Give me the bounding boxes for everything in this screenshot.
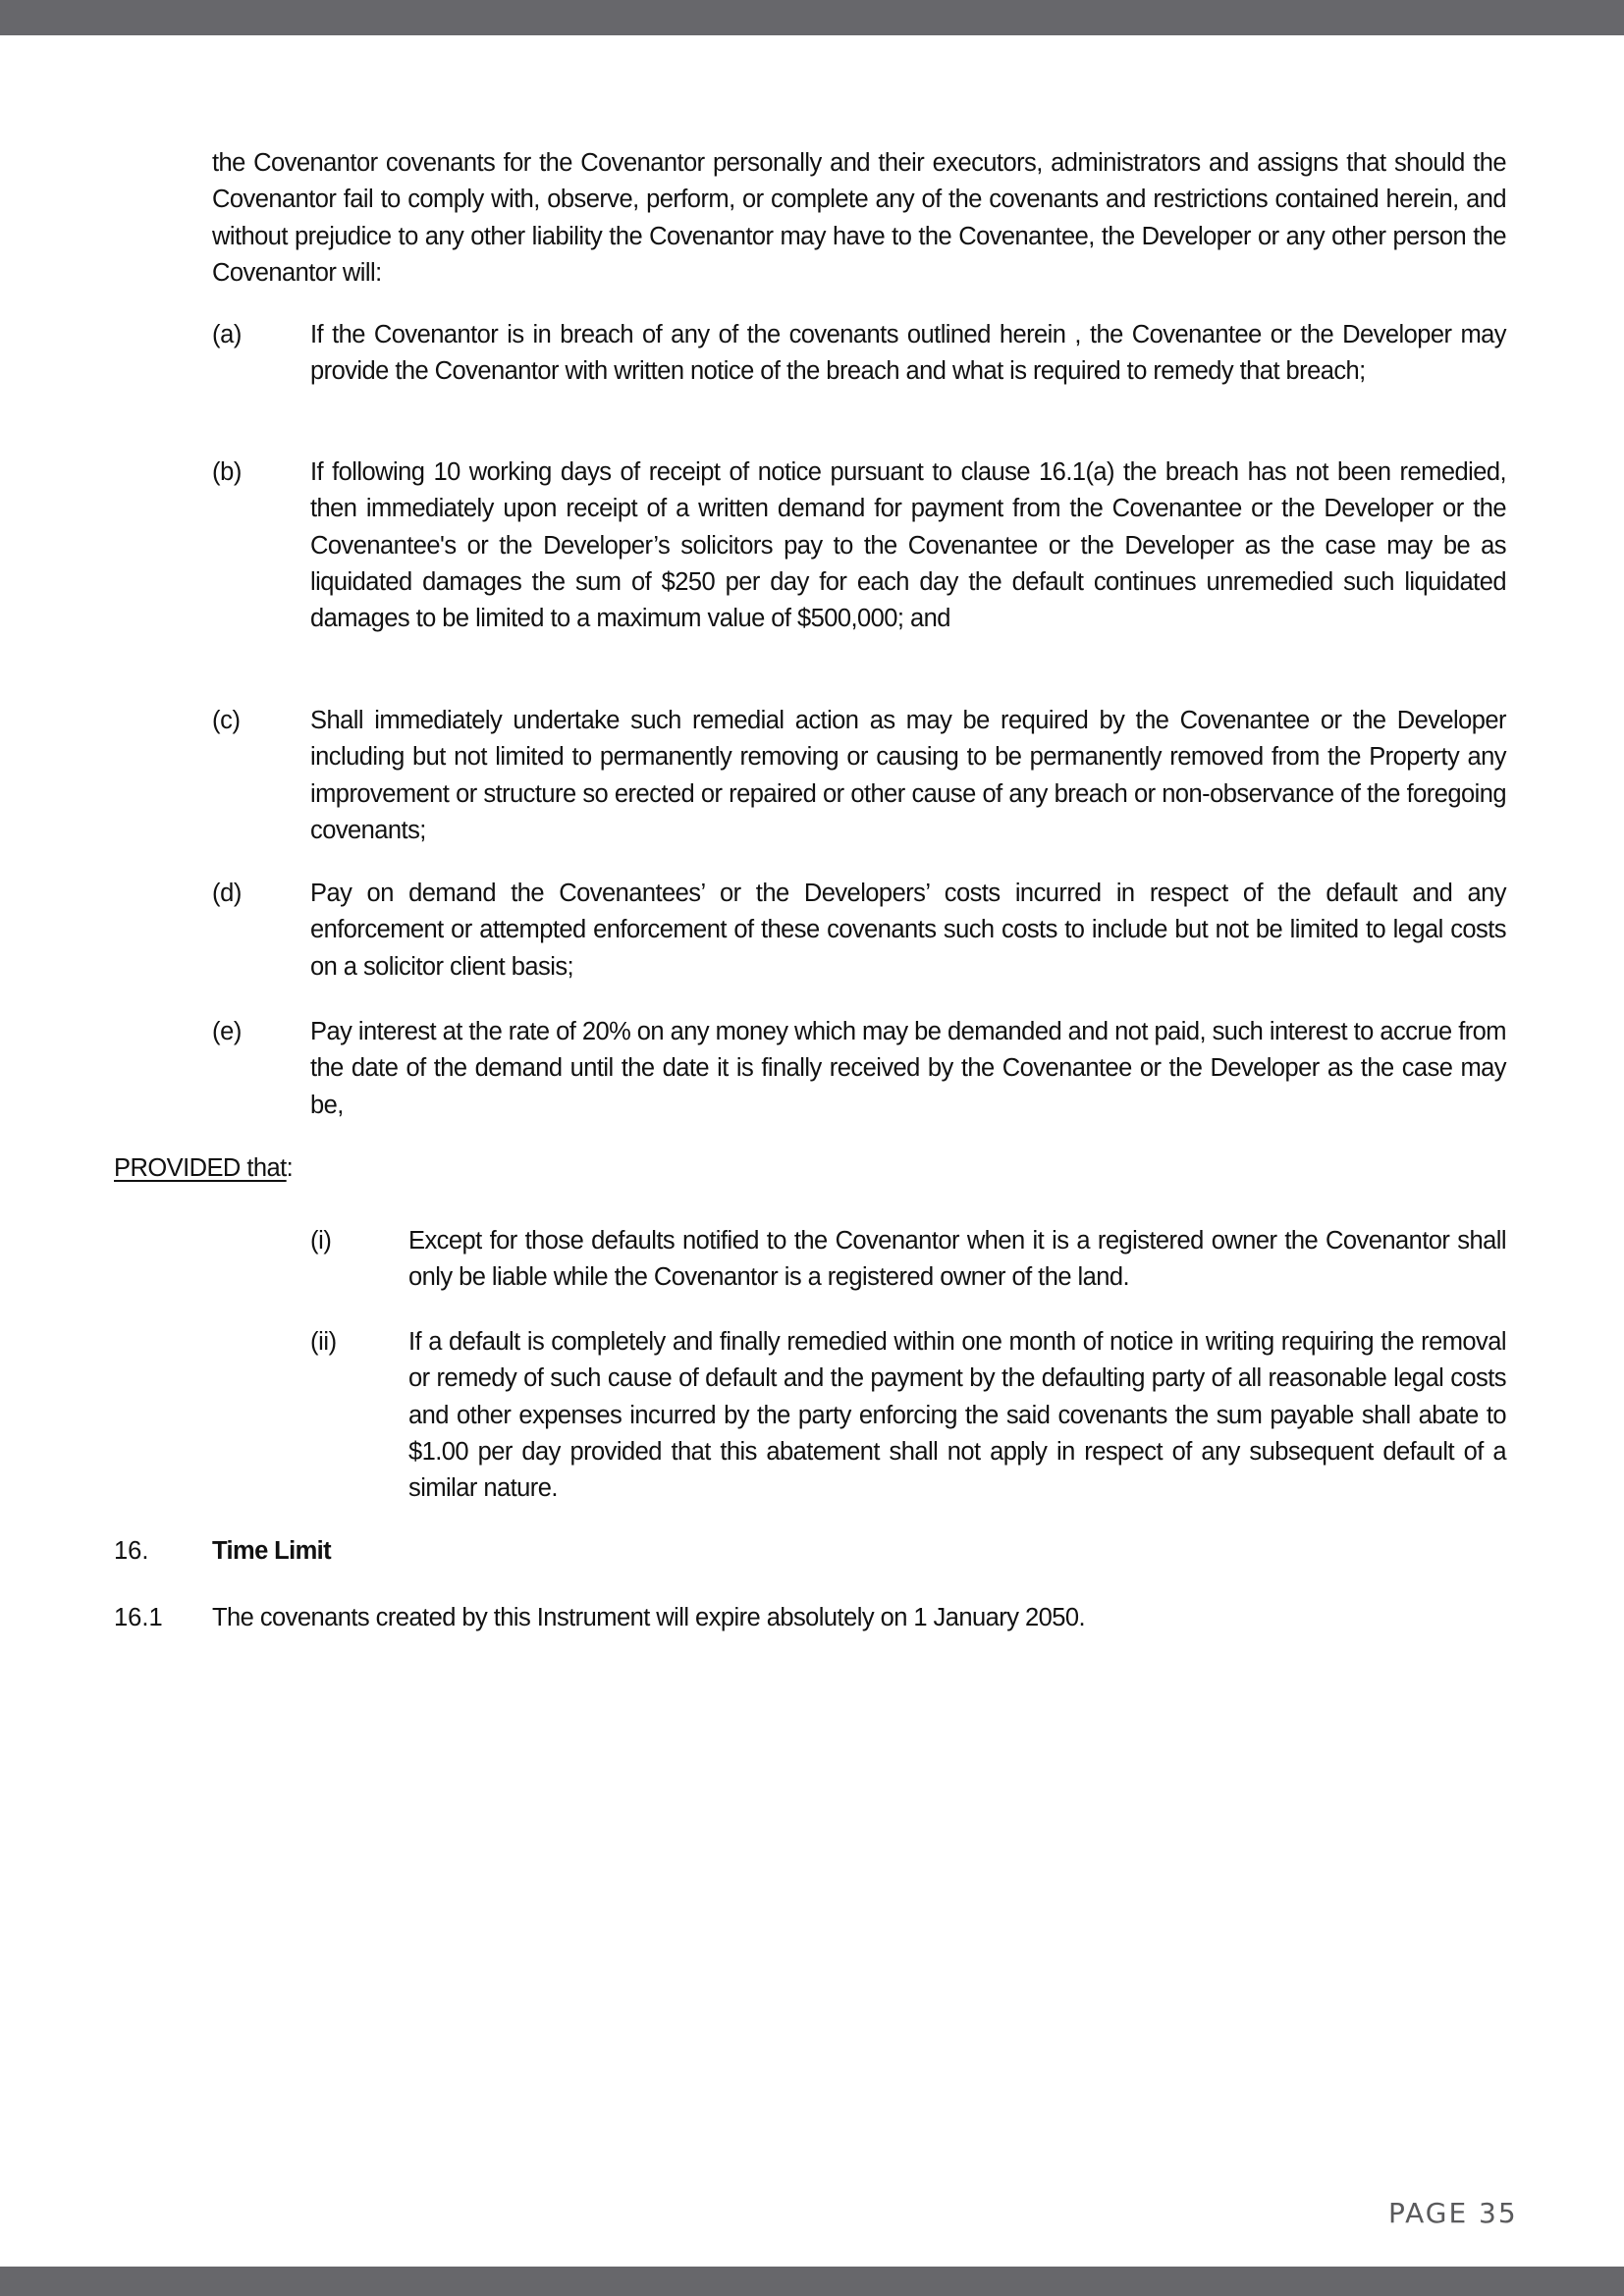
provided-that-heading [114,1150,293,1187]
item-text: Pay interest at the rate of 20% on any money which may be demanded and not paid, such interest to accrue from the date of the demand until the date it is finally received by the Covenantee or the Developer as the case may be, [310,1018,1506,1119]
item-text: If the Covenantor is in breach of any of the covenants outlined herein , the Covenantee or the Developer may provide the Covenantor with written notice of the breach and what is required to remedy that breach; [310,321,1506,386]
item-label: (b) [212,458,242,486]
item-label: (c) [212,707,241,734]
clause-number: 16.1 [114,1604,163,1631]
item-text: Except for those defaults notified to the Covenantor when it is a registered owner the Covenantor shall only be liable while the Covenantor is a registered owner of the land. [408,1227,1506,1292]
page-number: PAGE 35 [1388,2197,1518,2229]
item-label: (d) [212,880,242,907]
section-title: Time Limit [212,1537,332,1565]
item-text: If following 10 working days of receipt of notice pursuant to clause 16.1(a) the breach has not been remedied, then immediately upon receipt of a written demand for payment from the Covenantee or the Developer or the Covenantee's or the Developer’s solicitors pay to the Covenantee or the Developer as the case may be as liquidated damages the sum of $250 per day for each day the default continues unremedied such liquidated damages to be limited to a maximum value of $500,000; and [310,458,1506,633]
item-text: If a default is completely and finally remedied within one month of notice in writing requiring the removal or remedy of such cause of default and the payment by the defaulting party of all reasonable legal costs and other expenses incurred by the party enforcing the said covenants the sum payable shall abate to $1.00 per day provided that this abatement shall not apply in respect of any subsequent default of a similar nature. [408,1328,1506,1503]
footer-bar [0,2267,1624,2296]
item-text: Pay on demand the Covenantees’ or the Developers’ costs incurred in respect of the default and any enforcement or attempted enforcement of these covenants such costs to include but not be limited to legal costs on a solicitor client basis; [310,880,1506,981]
section-number: 16. [114,1537,149,1565]
header-bar [0,0,1624,35]
provided-underlined: PROVIDED that [114,1154,287,1182]
item-text: Shall immediately undertake such remedial action as may be required by the Covenantee or the Developer including but not limited to permanently removing or causing to be permanently removed from the Property any improvement or structure so erected or repaired or other cause of any breach or non-observance of the foregoing covenants; [310,707,1506,844]
item-label: (i) [310,1227,332,1255]
item-label: (e) [212,1018,242,1045]
item-label: (ii) [310,1328,337,1356]
intro-paragraph: the Covenantor covenants for the Covenantor personally and their executors, administrators and assigns that should the Covenantor fail to comply with, observe, perform, or complete any of the covenants and restrictions contained herein, and without prejudice to any other liability the Covenantor may have to the Covenantee, the Developer or any other person the Covenantor will: [212,149,1506,287]
clause-text: The covenants created by this Instrument will expire absolutely on 1 January 2050. [212,1604,1086,1631]
provided-suffix: : [286,1154,294,1182]
item-label: (a) [212,321,242,348]
